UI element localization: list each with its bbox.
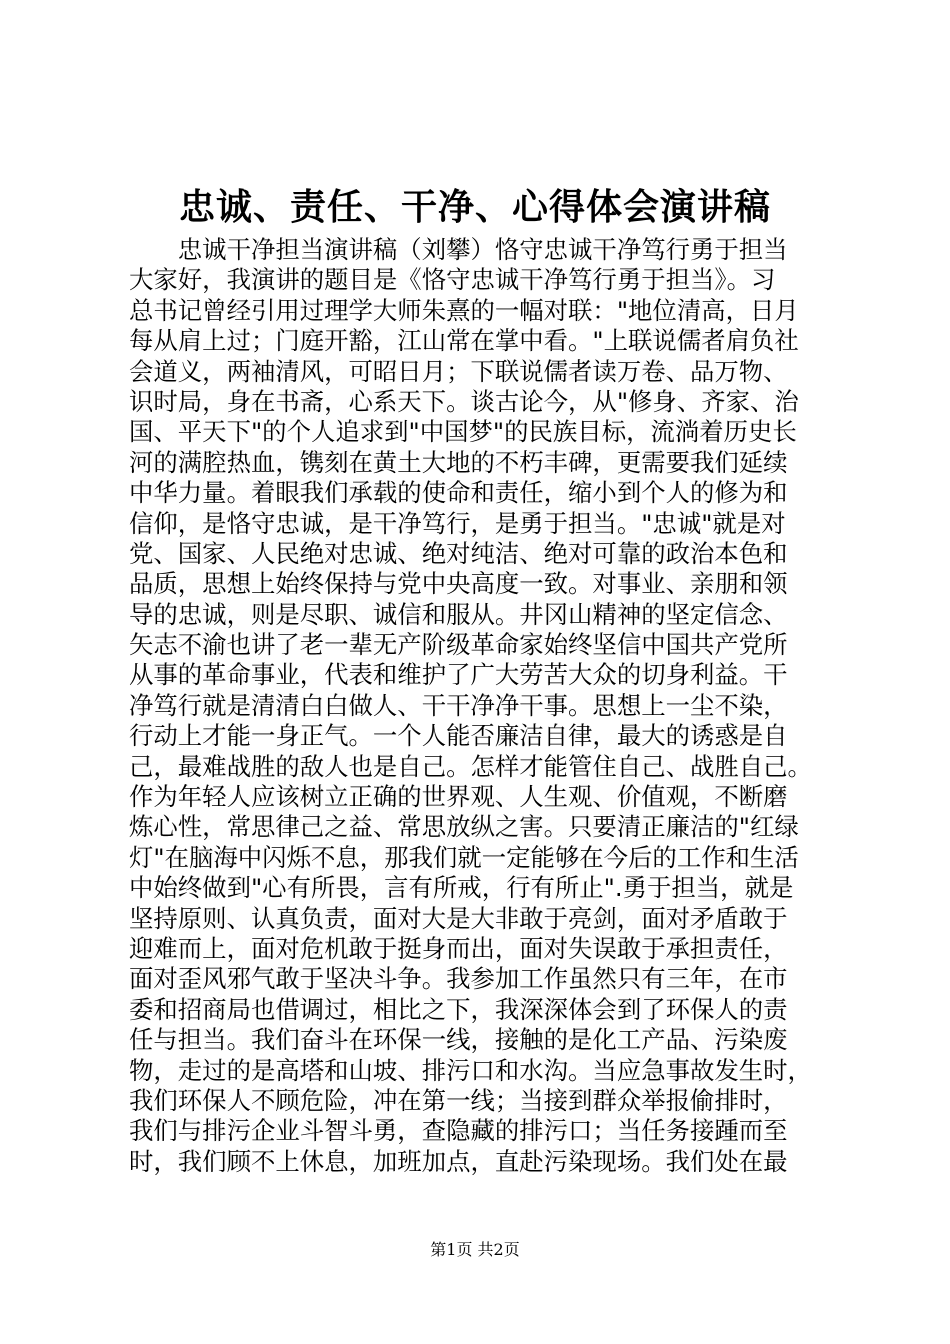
document-body <box>129 235 829 1177</box>
body-line: 每从肩上过；门庭开豁，江山常在掌中看。"上联说儒者肩负社 <box>129 326 799 356</box>
body-line: 净笃行就是清清白白做人、干干净净干事。思想上一尘不染， <box>129 690 788 720</box>
body-line: 行动上才能一身正气。一个人能否廉洁自律，最大的诱惑是自 <box>129 721 788 751</box>
body-line: 坚持原则、认真负责，面对大是大非敢于亮剑，面对矛盾敢于 <box>129 903 788 933</box>
body-line: 时，我们顾不上休息，加班加点，直赴污染现场。我们处在最 <box>129 1146 788 1176</box>
body-line: 从事的革命事业，代表和维护了广大劳苦大众的切身利益。干 <box>129 660 788 690</box>
body-line: 导的忠诚，则是尽职、诚信和服从。井冈山精神的坚定信念、 <box>129 599 788 629</box>
body-line: 己，最难战胜的敌人也是自己。怎样才能管住自己、战胜自己。 <box>129 751 812 781</box>
body-line: 物，走过的是高塔和山坡、排污口和水沟。当应急事故发生时， <box>129 1055 812 1085</box>
body-line: 面对歪风邪气敢于坚决斗争。我参加工作虽然只有三年，在市 <box>129 964 788 994</box>
body-line: 大家好，我演讲的题目是《恪守忠诚干净笃行勇于担当》。习 <box>129 265 776 295</box>
body-line: 河的满腔热血，镌刻在黄土大地的不朽丰碑，更需要我们延续 <box>129 447 788 477</box>
body-line: 灯"在脑海中闪烁不息，那我们就一定能够在今后的工作和生活 <box>129 842 799 872</box>
body-line: 信仰，是恪守忠诚，是干净笃行，是勇于担当。"忠诚"就是对 <box>129 508 786 538</box>
body-line: 中始终做到"心有所畏，言有所戒，行有所止".勇于担当，就是 <box>129 873 794 903</box>
body-line: 忠诚干净担当演讲稿（刘攀）恪守忠诚干净笃行勇于担当 <box>129 235 788 264</box>
body-line: 迎难而上，面对危机敢于挺身而出，面对失误敢于承担责任， <box>129 933 788 963</box>
page-number-footer: 第1页 共2页 <box>430 1240 520 1259</box>
body-line: 作为年轻人应该树立正确的世界观、人生观、价值观，不断磨 <box>129 782 788 812</box>
body-line: 任与担当。我们奋斗在环保一线，接触的是化工产品、污染废 <box>129 1025 788 1055</box>
body-line: 识时局，身在书斋，心系天下。谈古论今，从"修身、齐家、治 <box>129 386 799 416</box>
body-line: 我们与排污企业斗智斗勇，查隐藏的排污口；当任务接踵而至 <box>129 1116 788 1146</box>
body-line: 党、国家、人民绝对忠诚、绝对纯洁、绝对可靠的政治本色和 <box>129 538 788 568</box>
body-line: 委和招商局也借调过，相比之下，我深深体会到了环保人的责 <box>129 994 788 1024</box>
document-title: 忠诚、责任、干净、心得体会演讲稿 <box>178 186 771 228</box>
body-line: 中华力量。着眼我们承载的使命和责任，缩小到个人的修为和 <box>129 478 788 508</box>
body-line: 炼心性，常思律己之益、常思放纵之害。只要清正廉洁的"红绿 <box>129 812 799 842</box>
body-line: 国、平天下"的个人追求到"中国梦"的民族目标，流淌着历史长 <box>129 417 797 447</box>
body-line: 品质，思想上始终保持与党中央高度一致。对事业、亲朋和领 <box>129 569 788 599</box>
body-line: 总书记曾经引用过理学大师朱熹的一幅对联："地位清高，日月 <box>129 295 799 325</box>
body-line: 会道义，两袖清风，可昭日月；下联说儒者读万卷、品万物、 <box>129 356 788 386</box>
body-line: 我们环保人不顾危险，冲在第一线；当接到群众举报偷排时， <box>129 1085 788 1115</box>
body-line: 矢志不渝也讲了老一辈无产阶级革命家始终坚信中国共产党所 <box>129 630 788 660</box>
